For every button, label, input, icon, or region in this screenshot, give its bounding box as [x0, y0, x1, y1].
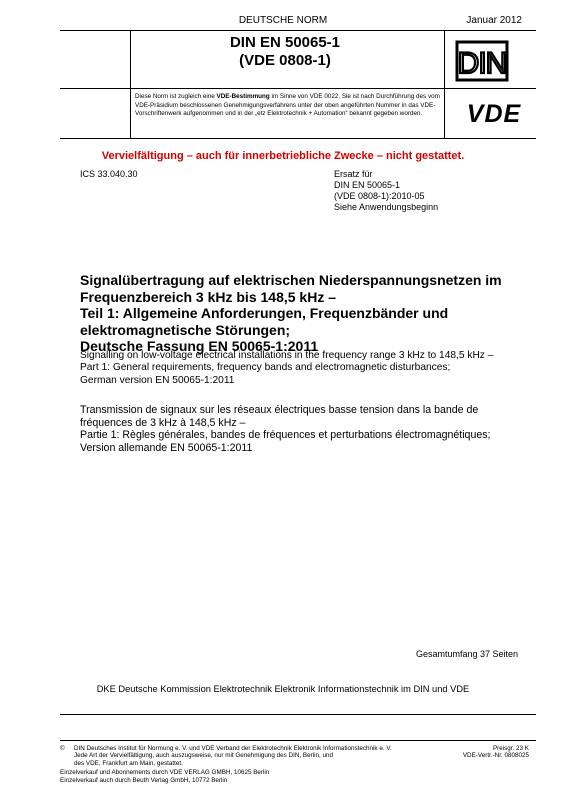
dke-commission: DKE Deutsche Kommission Elektrotechnik Elektronik Informationstechnik im DIN und VDE: [96, 684, 470, 694]
copyright-line-1: DIN Deutsches Institut für Normung e. V. und VDE Verband der Elektrotechnik Elektronik Informationstechnik e. V.: [74, 745, 392, 752]
price-block: [463, 745, 529, 760]
sales-line-2: Einzelverkauf auch durch Beuth Verlag GmbH, 10772 Berlin: [60, 776, 228, 784]
sales-info: [60, 769, 269, 784]
french-title-line-2: fréquences de 3 kHz à 148,5 kHz –: [80, 416, 246, 429]
replaces-line-2: DIN EN 50065-1: [334, 180, 401, 190]
replaces-line-4: Siehe Anwendungsbeginn: [334, 202, 439, 212]
ics-code: ICS 33.040.30: [80, 169, 138, 179]
german-title-line-4: elektromagnetische Störungen;: [80, 321, 291, 338]
german-title-line-1: Signalübertragung auf elektrischen Niederspannungsnetzen im: [80, 272, 502, 288]
english-title: [80, 350, 540, 387]
replaces-block: [334, 169, 438, 213]
copyright-icon: ©: [60, 745, 65, 752]
german-title: [80, 272, 530, 355]
document-type-label: DEUTSCHE NORM: [238, 15, 328, 26]
german-title-line-3: Teil 1: Allgemeine Anforderungen, Frequenzbänder und: [80, 305, 449, 321]
vde-logo-icon: [453, 99, 535, 127]
english-title-line-1: Signalling on low-voltage electrical installations in the frequency range 3 kHz to 148,5 kHz –: [80, 350, 494, 361]
copyright-notice: [74, 745, 404, 767]
din-logo-icon: [455, 40, 509, 82]
french-title-line-1: Transmission de signaux sur les réseaux électriques basse tension dans la bande de: [80, 404, 479, 416]
sales-line-1: Einzelverkauf und Abonnements durch VDE VERLAG GMBH, 10625 Berlin: [60, 769, 270, 776]
french-title: [80, 404, 540, 454]
french-title-line-4: Version allemande EN 50065-1:2011: [80, 441, 253, 454]
copyright-line-3: des VDE, Frankfurt am Main, gestattet.: [74, 759, 183, 767]
header-middle-rule: [60, 88, 536, 89]
svg-text:DIN: DIN: [457, 47, 507, 80]
header-top-rule: [60, 30, 536, 31]
document-number: [131, 34, 439, 70]
vde-notice-bold: VDE-Bestimmung: [216, 93, 270, 100]
document-number-din: DIN EN 50065-1: [229, 34, 341, 51]
copyright-line-2: Jede Art der Vervielfältigung, auch auszugsweise, nur mit Genehmigung des DIN, Berlin, und: [74, 752, 334, 760]
french-title-line-3: Partie 1: Règles générales, bandes de fréquences et perturbations électromagnétiques;: [80, 429, 491, 442]
total-pages: Gesamtumfang 37 Seiten: [415, 649, 518, 659]
svg-text:VDE: VDE: [466, 100, 522, 127]
replaces-line-1: Ersatz für: [334, 169, 373, 179]
vde-notice-prefix: Diese Norm ist zugleich eine: [135, 93, 217, 100]
header-bottom-rule: [60, 138, 536, 139]
footer-top-rule: [60, 714, 536, 715]
document-number-vde: (VDE 0808-1): [239, 52, 331, 69]
replaces-line-3: (VDE 0808-1):2010-05: [334, 191, 425, 201]
price-group: Preisgr. 23 K: [492, 745, 529, 752]
german-title-line-2: Frequenzbereich 3 kHz bis 148,5 kHz –: [80, 288, 336, 305]
english-title-line-2: Part 1: General requirements, frequency bands and electromagnetic disturbances;: [80, 362, 451, 374]
vde-order-number: VDE-Vertr.-Nr. 0808025: [462, 752, 529, 760]
footer-second-rule: [60, 740, 536, 741]
reproduction-warning: Vervielfältigung – auch für innerbetriebliche Zwecke – nicht gestattet.: [101, 150, 465, 162]
header-right-divider: [444, 30, 445, 138]
vde-regulation-notice: [135, 93, 441, 119]
publication-date: Januar 2012: [466, 15, 522, 26]
german-title-line-5: Deutsche Fassung EN 50065-1:2011: [80, 338, 319, 354]
english-title-line-3: German version EN 50065-1:2011: [80, 374, 235, 386]
vde-notice-suffix: im Sinne von VDE 0022. Sie ist nach Durchführung des vom VDE-Präsidium beschlossenen Genehmigungsverfahrens unter der oben angeführten Nummer in das VDE-Vorschriftenwerk aufgenommen und in der „etz Elektrotechnik + Automation“ bekannt gegeben worden.: [135, 93, 440, 118]
